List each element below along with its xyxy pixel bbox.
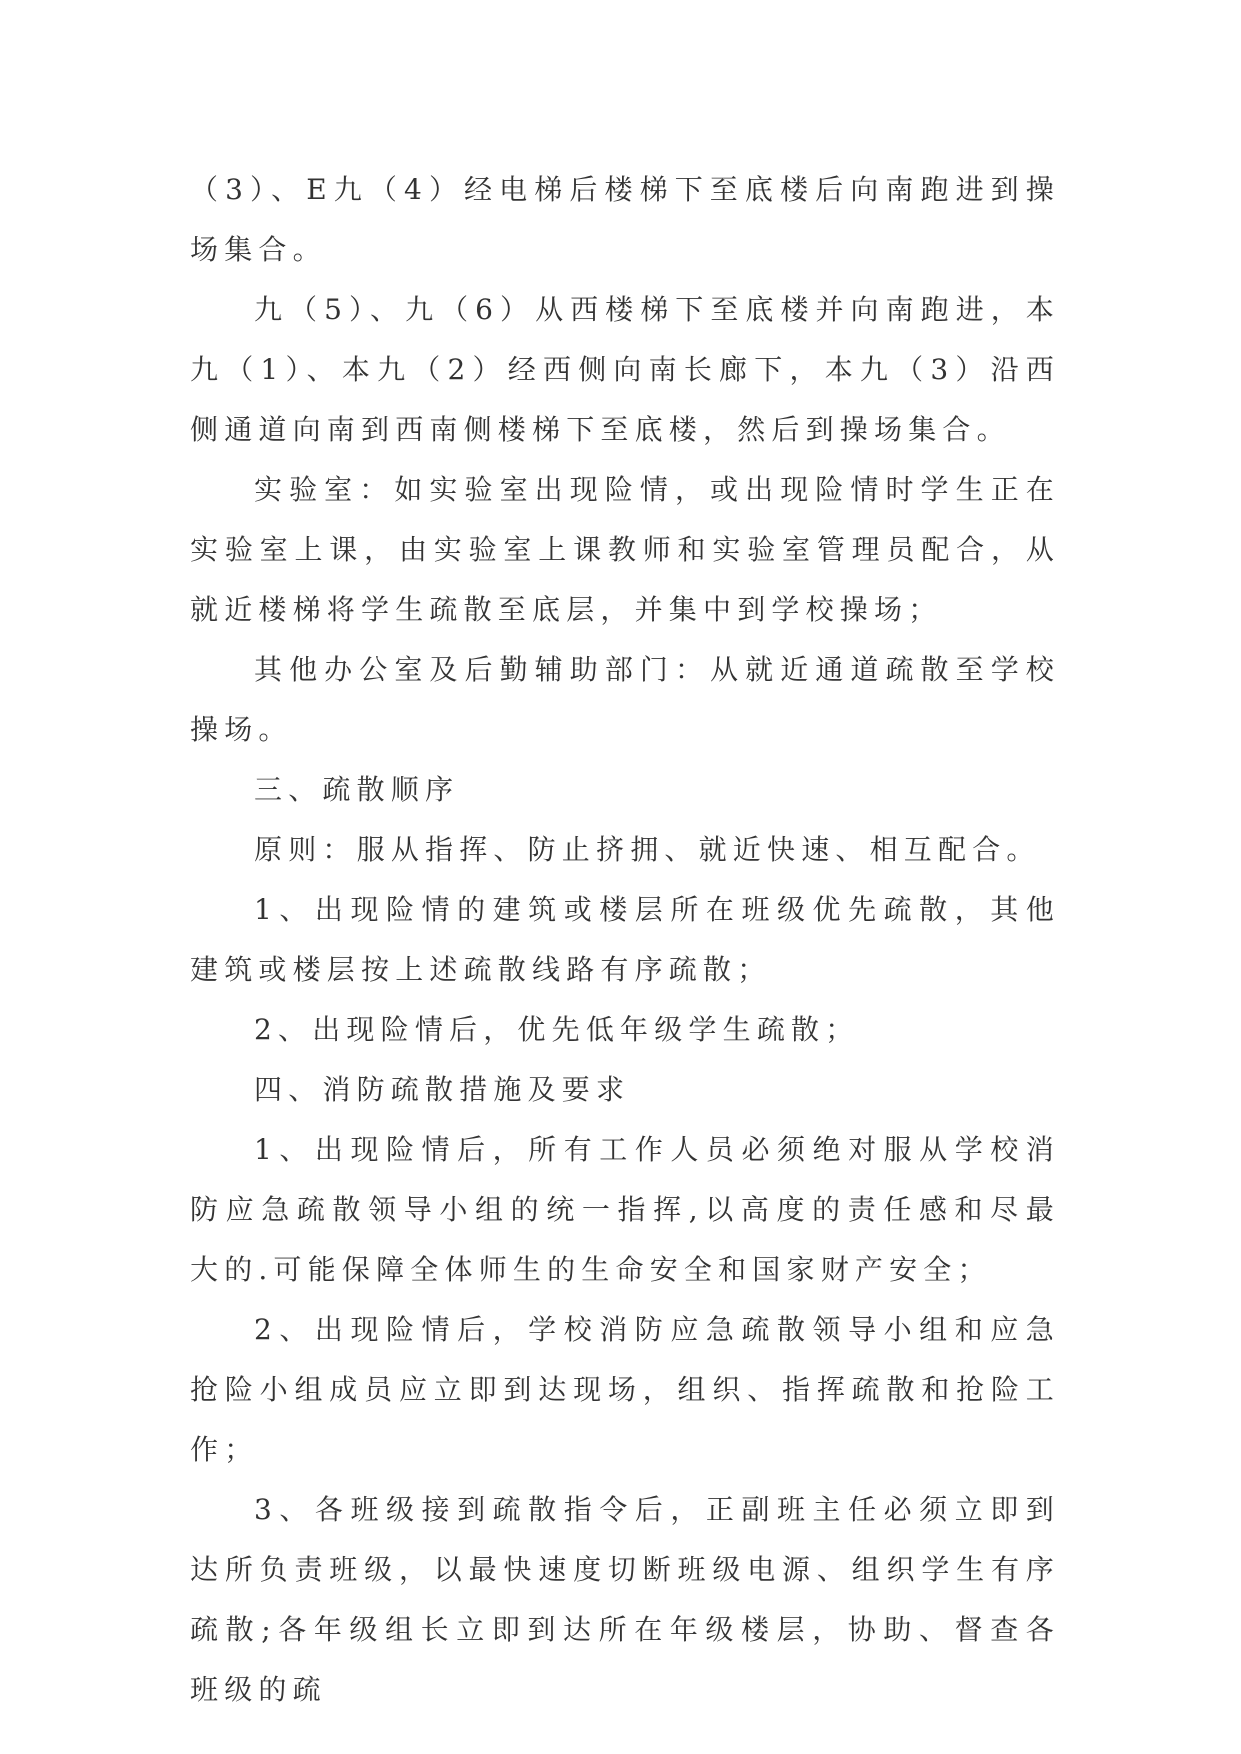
document-body: [190, 160, 1060, 1720]
section-heading-evacuation-order: 三、疏散顺序: [254, 773, 460, 806]
paragraph-order-item-1: 1、出现险情的建筑或楼层所在班级优先疏散，其他建筑或楼层按上述疏散线路有序疏散；: [190, 893, 1060, 986]
paragraph-principle: 原则：服从指挥、防止挤拥、就近快速、相互配合。: [254, 833, 1041, 866]
paragraph-measure-item-3: 3、各班级接到疏散指令后，正副班主任必须立即到达所负责班级，以最快速度切断班级电源、组织学生有序疏散;各年级组长立即到达所在年级楼层，协助、督查各班级的疏: [190, 1493, 1060, 1706]
paragraph-measure-item-2: 2、出现险情后，学校消防应急疏散领导小组和应急抢险小组成员应立即到达现场，组织、指挥疏散和抢险工作；: [190, 1313, 1060, 1466]
paragraph-order-item-2: 2、出现险情后，优先低年级学生疏散；: [254, 1013, 860, 1046]
paragraph-route-9-5-6: 九（5）、九（6）从西楼梯下至底楼并向南跑进，本九（1）、本九（2）经西侧向南长廊下，本九（3）沿西侧通道向南到西南侧楼梯下至底楼，然后到操场集合。: [190, 293, 1060, 446]
paragraph-measure-item-1: 1、出现险情后，所有工作人员必须绝对服从学校消防应急疏散领导小组的统一指挥,以高度的责任感和尽最大的.可能保障全体师生的生命安全和国家财产安全；: [190, 1133, 1060, 1286]
section-heading-measures: 四、消防疏散措施及要求: [254, 1073, 631, 1106]
paragraph-offices: 其他办公室及后勤辅助部门：从就近通道疏散至学校操场。: [190, 653, 1060, 746]
paragraph-route-e9-4: （3）、E九（4）经电梯后楼梯下至底楼后向南跑进到操场集合。: [190, 173, 1060, 266]
paragraph-laboratory: 实验室：如实验室出现险情，或出现险情时学生正在实验室上课，由实验室上课教师和实验室管理员配合，从就近楼梯将学生疏散至底层，并集中到学校操场；: [190, 473, 1060, 626]
